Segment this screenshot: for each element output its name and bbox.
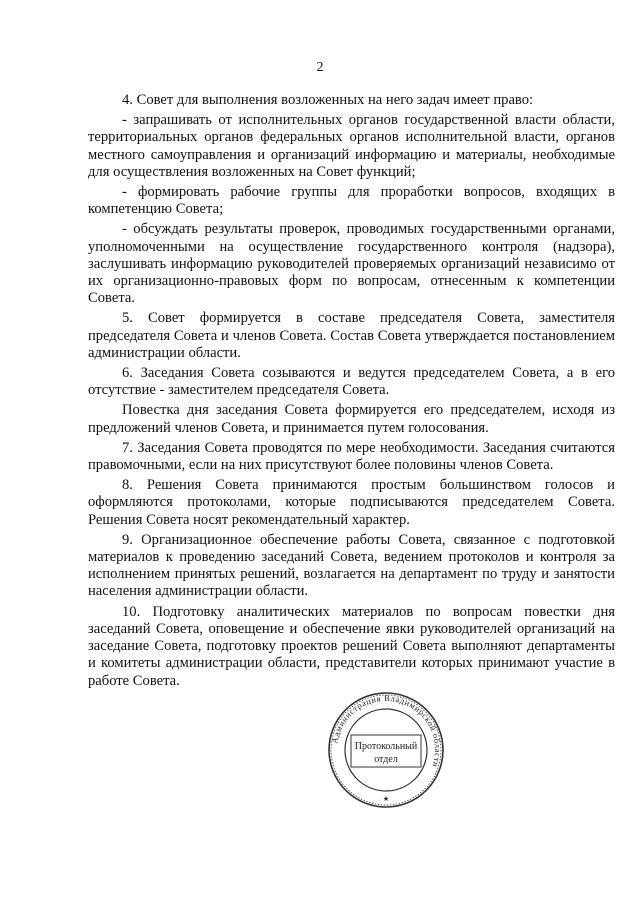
paragraph-item-6-agenda: Повестка дня заседания Совета формируется его председателем, исходя из предложений членов Совета, и принимается путем голосования. (88, 402, 615, 436)
paragraph-item-8: 8. Решения Совета принимаются простым большинством голосов и оформляются протоколами, которые подписываются председателем Совета. Решения Совета носят рекомендательный характер. (88, 477, 615, 528)
stamp-seal-icon (326, 690, 446, 810)
paragraph-item-4-inspections: - обсуждать результаты проверок, проводимых государственными органами, уполномоченными на осуществление государственного контроля (надзора), заслушивать информацию руководителей проверяемых организаций независимо от их организационно-правовых форм по вопросам, отнесенным к компетенции Совета. (88, 221, 615, 307)
page-number: 2 (316, 60, 324, 75)
paragraph-item-4-workgroups: - формировать рабочие группы для проработки вопросов, входящих в компетенцию Совета; (88, 184, 615, 218)
stamp-star-icon: ★ (382, 795, 390, 803)
paragraph-item-4: 4. Совет для выполнения возложенных на него задач имеет право: (122, 92, 534, 108)
paragraph-item-4-request: - запрашивать от исполнительных органов государственной власти области, территориальных органов федеральных органов исполнительной власти, органов местного самоуправления и организаций информацию и материалы, необходимые для осуществления возложенных на Совет функций; (88, 112, 615, 180)
stamp-center-line2: отдел (374, 754, 398, 765)
paragraph-item-9: 9. Организационное обеспечение работы Совета, связанное с подготовкой материалов к проведению заседаний Совета, ведением протоколов и контроля за исполнением принятых решений, возлагается на департамент по труду и занятости населения администрации области. (88, 531, 615, 600)
paragraph-item-5: 5. Совет формируется в составе председателя Совета, заместителя председателя Совета и членов Совета. Состав Совета утверждается постановлением администрации области. (88, 310, 615, 361)
stamp-ring-text: Администрация Владимирской области (329, 692, 444, 769)
stamp-center-line1: Протокольный (354, 741, 418, 752)
paragraph-item-10: 10. Подготовку аналитических материалов по вопросам повестки дня заседаний Совета, оповещение и обеспечение явки руководителей организаций на заседание Совета, подготовку проектов решений Совета выполняют департаменты и комитеты администрации области, представители которых принимают участие в работе Совета. (88, 603, 615, 689)
official-stamp (326, 690, 446, 810)
document-body (88, 92, 615, 693)
paragraph-item-6: 6. Заседания Совета созываются и ведутся председателем Совета, а в его отсутствие - заместителем председателя Совета. (88, 365, 615, 399)
paragraph-item-7: 7. Заседания Совета проводятся по мере необходимости. Заседания считаются правомочными, если на них присутствуют более половины членов Совета. (88, 439, 615, 474)
